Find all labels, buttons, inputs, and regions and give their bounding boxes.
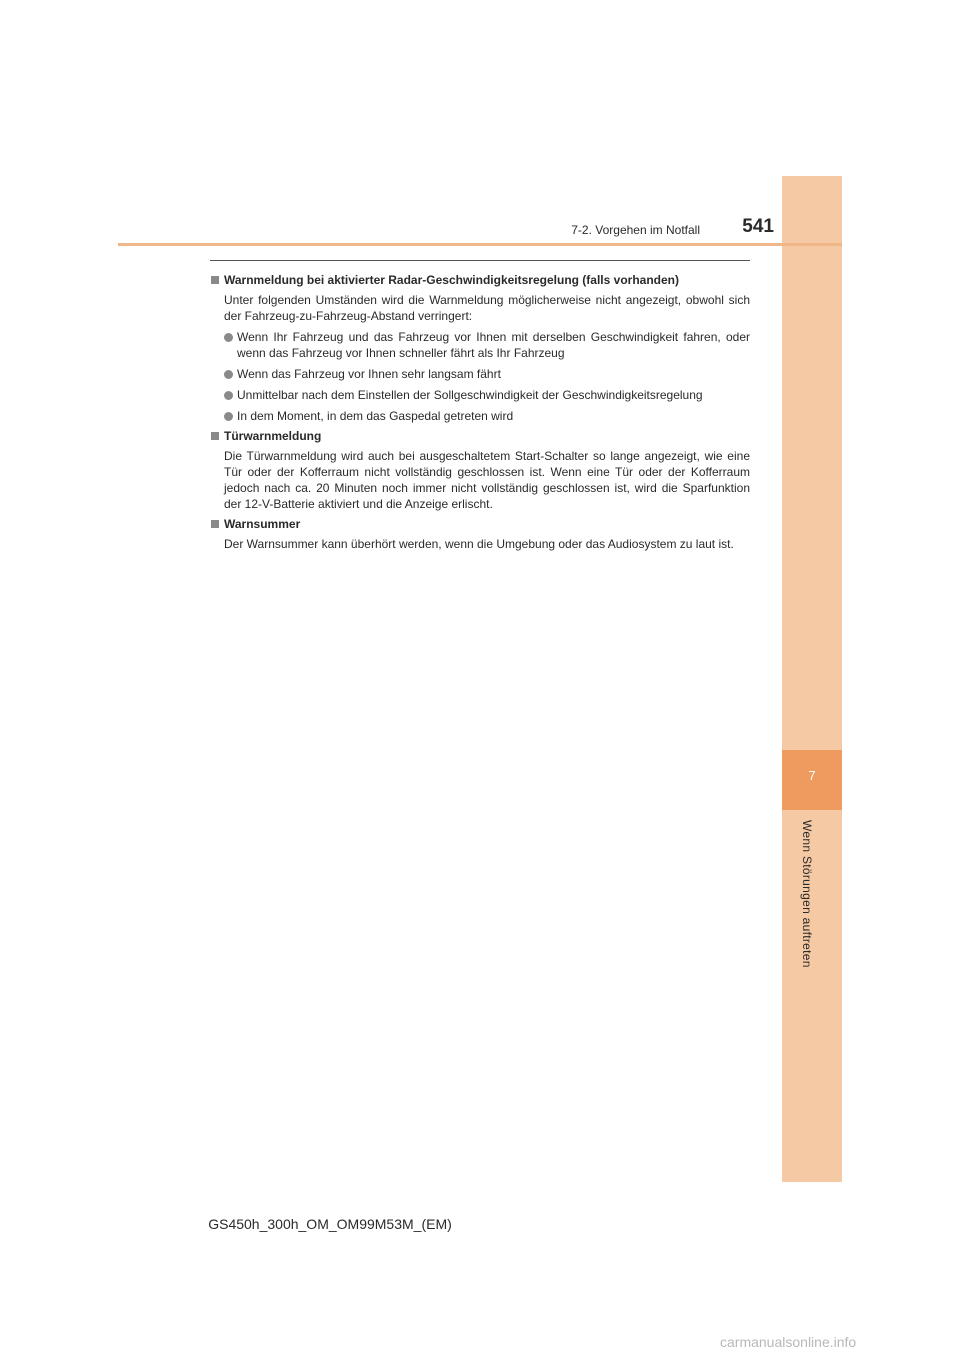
page-number: 541 — [742, 216, 774, 237]
content-top-rule — [210, 260, 750, 261]
list-item — [224, 387, 750, 403]
list-item — [224, 408, 750, 424]
list-item — [224, 366, 750, 382]
section-heading — [210, 272, 750, 288]
section-heading — [210, 516, 750, 532]
section-heading-text: Türwarnmeldung — [224, 429, 322, 443]
list-item — [224, 329, 750, 361]
list-item-text: Unmittelbar nach dem Einstellen der Sollgeschwindigkeit der Geschwindigkeitsregelung — [237, 388, 703, 402]
section-paragraph: Der Warnsummer kann überhört werden, wenn die Umgebung oder das Audiosystem zu laut ist. — [224, 537, 734, 551]
chapter-number: 7 — [808, 768, 816, 783]
square-bullet-icon — [211, 432, 219, 440]
circle-bullet-icon — [224, 391, 233, 400]
chapter-side-tab — [782, 176, 842, 1182]
section-label: 7-2. Vorgehen im Notfall — [571, 223, 700, 237]
circle-bullet-icon — [224, 333, 233, 342]
circle-bullet-icon — [224, 370, 233, 379]
watermark: carmanualsonline.info — [720, 1334, 857, 1350]
footer-manual-code: GS450h_300h_OM_OM99M53M_(EM) — [208, 1216, 452, 1232]
section-heading-text: Warnsummer — [224, 517, 301, 531]
circle-bullet-icon — [224, 412, 233, 421]
list-item-text: Wenn das Fahrzeug vor Ihnen sehr langsam fährt — [237, 367, 501, 381]
section-heading-text: Warnmeldung bei aktivierter Radar-Geschwindigkeitsregelung (falls vorhanden) — [224, 273, 679, 287]
page-content — [210, 268, 750, 552]
section-paragraph: Die Türwarnmeldung wird auch bei ausgeschaltetem Start-Schalter so lange angezeigt, wie eine Tür oder der Kofferraum nicht vollständig geschlossen ist. Wenn eine Tür oder der Kofferraum jedoch nach ca. 20 Minuten noch immer nicht vollständig geschlossen ist, wird die Sparfunktion der 12-V-Batterie aktiviert und die Anzeige erlischt. — [224, 449, 750, 511]
section-heading — [210, 428, 750, 444]
chapter-title: Wenn Störungen auftreten — [800, 820, 814, 968]
list-item-text: In dem Moment, in dem das Gaspedal getreten wird — [237, 409, 514, 423]
list-item-text: Wenn Ihr Fahrzeug und das Fahrzeug vor Ihnen mit derselben Geschwindigkeit fahren, oder wenn das Fahrzeug vor Ihnen schneller fährt als Ihr Fahrzeug — [237, 330, 750, 360]
square-bullet-icon — [211, 276, 219, 284]
square-bullet-icon — [211, 520, 219, 528]
section-paragraph: Unter folgenden Umständen wird die Warnmeldung möglicherweise nicht angezeigt, obwohl sich der Fahrzeug-zu-Fahrzeug-Abstand verringert: — [224, 293, 750, 323]
header-rule — [118, 243, 842, 246]
